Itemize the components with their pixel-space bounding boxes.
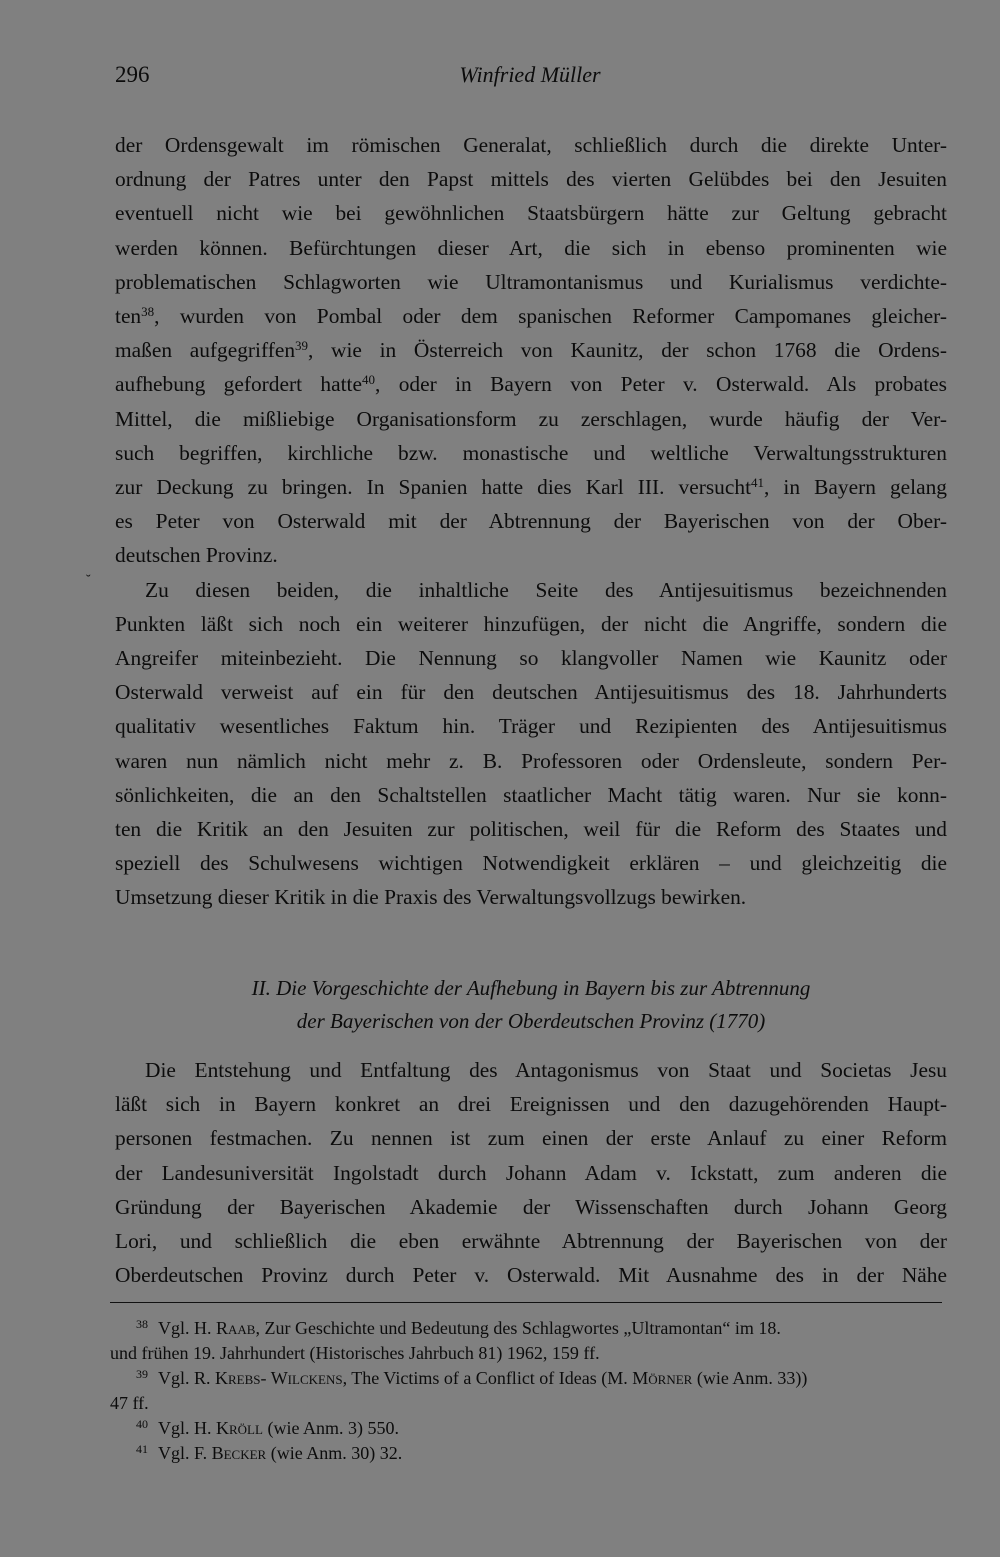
text-line: qualitativ wesentliches Faktum hin. Träger und Rezipienten des Antijesuitismus (115, 714, 947, 739)
text-segment: ten (115, 304, 142, 329)
text-line: Punkten läßt sich noch ein weiterer hinzufügen, der nicht die Angriffe, sondern die (115, 611, 947, 636)
footnote-ref-38[interactable]: 38 (141, 304, 155, 320)
text-segment: , wurden von Pombal oder dem spanischen Reformer Campomanes gleicher- (154, 304, 947, 329)
footnote-text: Vgl. R. (158, 1368, 216, 1388)
section-heading (115, 972, 947, 1038)
text-line (115, 333, 947, 367)
footnote-ref-41[interactable]: 41 (751, 475, 765, 491)
author-name: Mörner (632, 1368, 693, 1388)
author-name: Kröll (216, 1418, 263, 1438)
text-line (115, 299, 947, 333)
text-line: Die Entstehung und Entfaltung des Antagonismus von Staat und Societas Jesu (145, 1058, 947, 1082)
text-line: werden können. Befürchtungen dieser Art, die sich in ebenso prominenten wie (115, 235, 947, 260)
text-line: Oberdeutschen Provinz durch Peter v. Osterwald. Mit Ausnahme des in der Nähe (115, 1263, 947, 1288)
paragraph-2 (115, 573, 947, 915)
footnote-39: 39 Vgl. R. Krebs- Wilckens, The Victims of a Conflict of Ideas (M. Mörner (wie Anm. 33)) (136, 1367, 808, 1388)
text-segment: , oder in Bayern von Peter v. Osterwald. Als probates (374, 372, 948, 397)
text-line: Umsetzung dieser Kritik in die Praxis des Verwaltungsvollzugs bewirken. (115, 885, 747, 910)
footnote-ref-39[interactable]: 39 (295, 338, 309, 354)
text-line (115, 367, 947, 401)
text-line: es Peter von Osterwald mit der Abtrennung der Bayerischen von der Ober- (115, 509, 947, 534)
body-text (115, 128, 947, 915)
text-line: Angreifer miteinbezieht. Die Nennung so klangvoller Namen wie Kaunitz oder (115, 646, 947, 671)
footnote-text: (wie Anm. 3) 550. (262, 1418, 399, 1438)
text-segment: zur Deckung zu bringen. In Spanien hatte dies Karl III. versucht (115, 475, 752, 500)
footnote-text: Vgl. H. (158, 1318, 216, 1338)
paragraph-3 (115, 1053, 947, 1292)
author-name: Becker (211, 1443, 267, 1463)
footnote-41: 41 Vgl. F. Becker (wie Anm. 30) 32. (136, 1442, 403, 1463)
footnote-text: , Zur Geschichte und Bedeutung des Schlagwortes „Ultramontan“ im 18. (255, 1318, 781, 1338)
text-line: sönlichkeiten, die an den Schaltstellen staatlicher Macht tätig waren. Nur sie konn- (115, 782, 947, 807)
footnotes (110, 1316, 950, 1466)
text-line: der Ordensgewalt im römischen Generalat, schließlich durch die direkte Unter- (115, 133, 947, 157)
heading-line: der Bayerischen von der Oberdeutschen Provinz (1770) (296, 1009, 766, 1033)
text-line: Zu diesen beiden, die inhaltliche Seite des Antijesuitismus bezeichnenden (145, 577, 947, 602)
text-line: Lori, und schließlich die eben erwähnte Abtrennung der Bayerischen von der (115, 1229, 947, 1254)
footnote-text: , The Victims of a Conflict of Ideas (M. (342, 1368, 633, 1388)
text-line: speziell des Schulwesens wichtigen Notwendigkeit erklären – und gleichzeitig die (115, 851, 947, 876)
footnote-rule (110, 1302, 942, 1303)
running-head: Winfried Müller (459, 62, 601, 87)
text-line: deutschen Provinz. (115, 543, 278, 568)
text-line: personen festmachen. Zu nennen ist zum einen der erste Anlauf zu einer Reform (115, 1126, 947, 1151)
paragraph-1 (115, 128, 947, 573)
footnote-ref-40[interactable]: 40 (361, 372, 375, 388)
text-segment: aufhebung gefordert hatte (115, 372, 362, 397)
footnote-39-continuation: 47 ff. (110, 1393, 149, 1413)
footnote-text: Vgl. H. (158, 1418, 216, 1438)
footnote-text: (wie Anm. 33)) (692, 1368, 808, 1388)
page-header (115, 62, 945, 98)
text-line (115, 470, 947, 504)
footnote-40: 40 Vgl. H. Kröll (wie Anm. 3) 550. (136, 1417, 399, 1438)
text-line: waren nun nämlich nicht mehr z. B. Professoren oder Ordensleute, sondern Per- (115, 748, 947, 773)
text-segment: , wie in Österreich von Kaunitz, der schon 1768 die Ordens- (308, 338, 947, 363)
text-line: der Landesuniversität Ingolstadt durch Johann Adam v. Ickstatt, zum anderen die (115, 1160, 947, 1185)
margin-mark: ˘ (86, 573, 91, 588)
text-segment: maßen aufgegriffen (115, 338, 296, 363)
footnote-38: 38 Vgl. H. Raab, Zur Geschichte und Bedeutung des Schlagwortes „Ultramontan“ im 18. (136, 1317, 781, 1338)
page-number: 296 (115, 62, 150, 87)
footnote-text: (wie Anm. 30) 32. (266, 1443, 403, 1463)
text-line: eventuell nicht wie bei gewöhnlichen Staatsbürgern hätte zur Geltung gebracht (115, 201, 947, 226)
text-line: ten die Kritik an den Jesuiten zur politischen, weil für die Reform des Staates und (115, 817, 947, 842)
author-name: Krebs- Wilckens (215, 1368, 343, 1388)
text-line: Mittel, die mißliebige Organisationsform zu zerschlagen, wurde häufig der Ver- (115, 406, 947, 431)
text-segment: , in Bayern gelang (764, 475, 947, 500)
footnote-text: Vgl. F. (158, 1443, 212, 1463)
text-line: problematischen Schlagworten wie Ultramontanismus und Kurialismus verdichte- (115, 269, 947, 294)
text-line: Osterwald verweist auf ein für den deutschen Antijesuitismus des 18. Jahrhunderts (115, 680, 947, 705)
text-line: ordnung der Patres unter den Papst mittels des vierten Gelübdes bei den Jesuiten (115, 167, 947, 192)
author-name: Raab (216, 1318, 256, 1338)
text-line: such begriffen, kirchliche bzw. monastische und weltliche Verwaltungsstrukturen (115, 440, 947, 465)
heading-line: II. Die Vorgeschichte der Aufhebung in Bayern bis zur Abtrennung (251, 976, 811, 1000)
text-line: Gründung der Bayerischen Akademie der Wissenschaften durch Johann Georg (115, 1194, 947, 1219)
footnote-38-continuation: und frühen 19. Jahrhundert (Historisches Jahrbuch 81) 1962, 159 ff. (110, 1343, 600, 1363)
text-line: läßt sich in Bayern konkret an drei Ereignissen und den dazugehörenden Haupt- (115, 1092, 947, 1117)
